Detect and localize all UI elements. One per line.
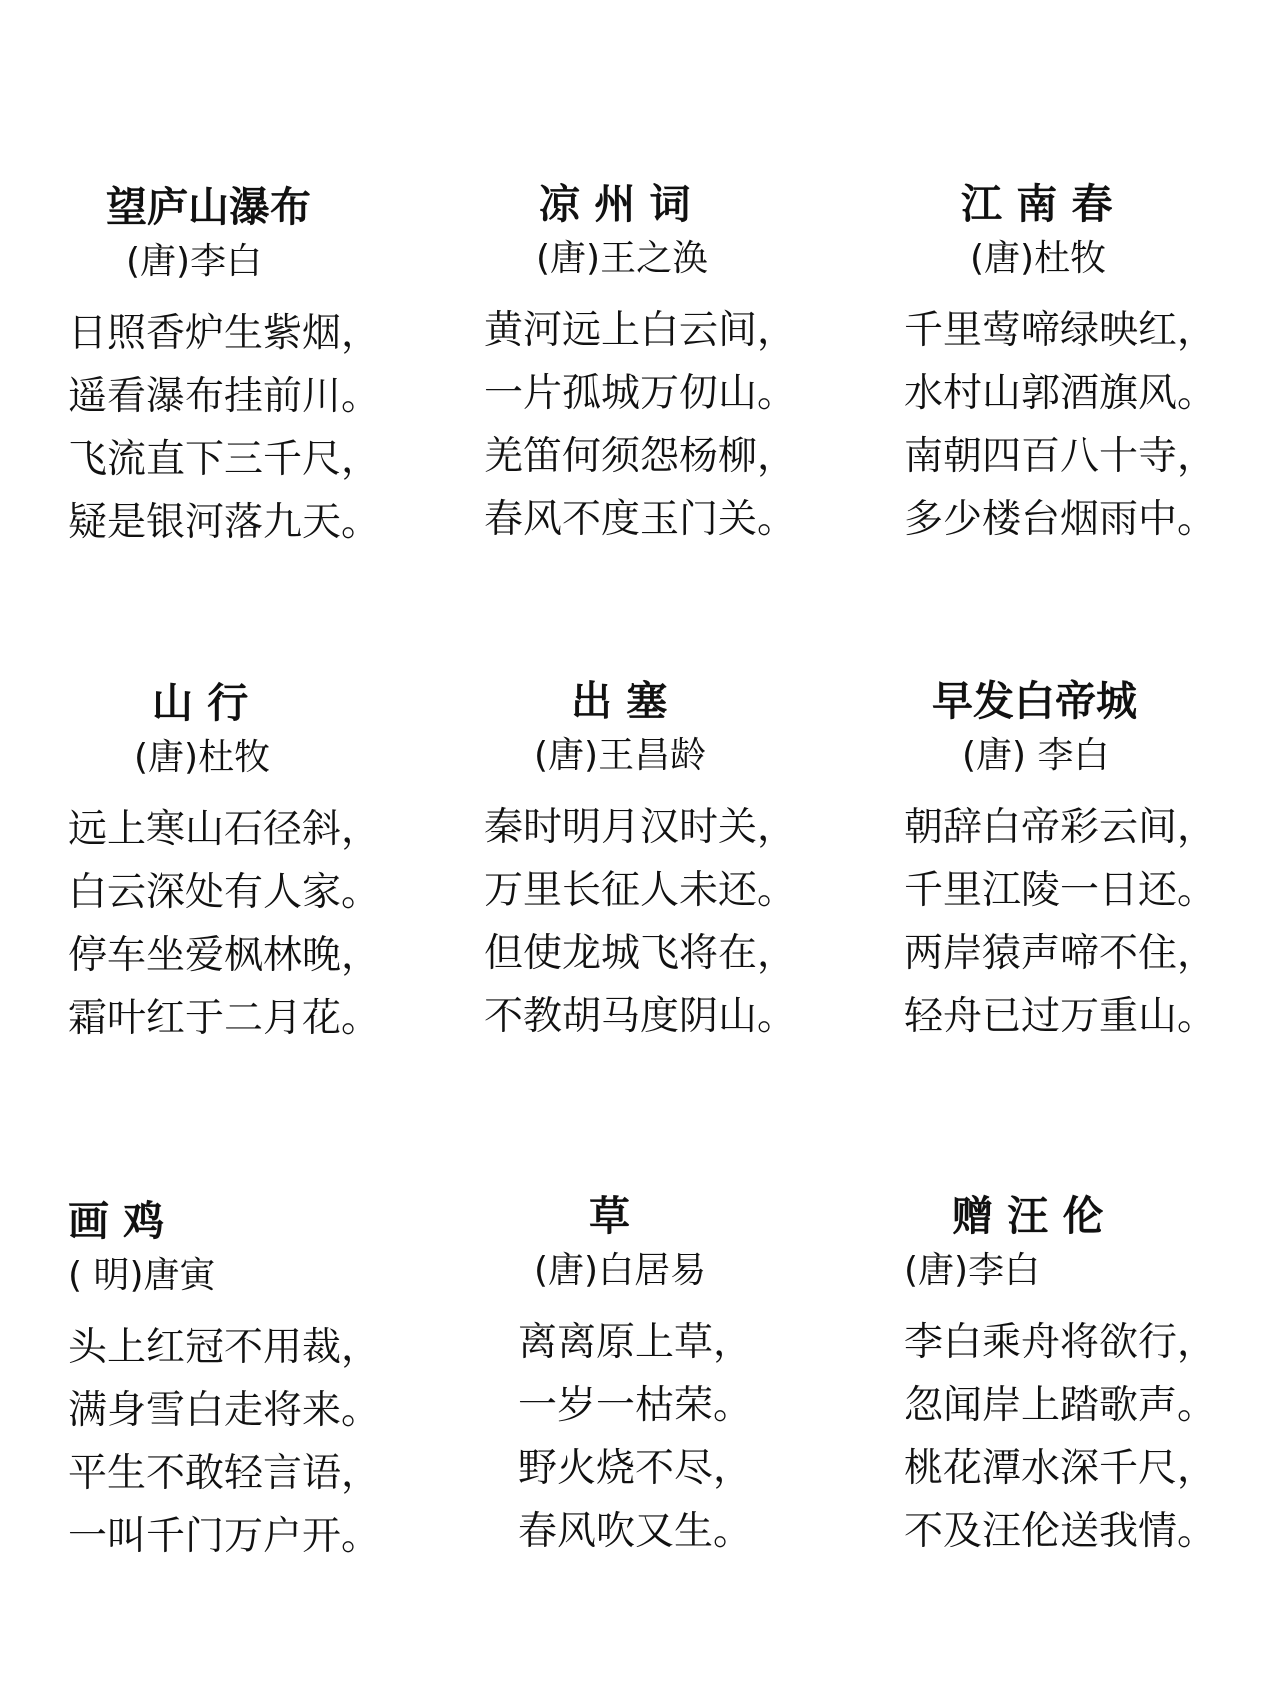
poem-author: (唐)王之涣 [536,238,709,279]
poem-line: 万里长征人未还。 [484,868,797,913]
poem-lines [68,302,380,554]
poem-line: 飞流直下三千尺， [68,437,381,482]
poem-line: 头上红冠不用裁， [68,1325,381,1370]
poem-line: 平生不敢轻言语， [68,1451,381,1496]
poem-line: 羌笛何须怨杨柳， [484,434,797,479]
poem-line: 水村山郭酒旗风。 [904,371,1217,416]
poem-author: (唐)王昌龄 [534,735,707,776]
poem-line: 疑是银河落九天。 [68,500,381,545]
poem-title: 出 塞 [571,677,668,725]
poem-line: 不及汪伦送我情。 [904,1509,1217,1554]
poem-lines [484,299,796,551]
poem-title: 凉 州 词 [539,180,691,228]
poem-title: 望庐山瀑布 [106,183,311,231]
poem-title: 早发白帝城 [932,677,1137,725]
poem-line: 野火烧不尽， [518,1446,753,1491]
poem-title: 江 南 春 [961,180,1113,228]
poem-lines [484,796,796,1048]
poem-line: 两岸猿声啼不住， [904,931,1217,976]
poem-line: 遥看瀑布挂前川。 [68,374,381,419]
poem-lines [904,796,1216,1048]
poem-line: 忽闻岸上踏歌声。 [904,1383,1217,1428]
poem-line: 轻舟已过万重山。 [904,994,1217,1039]
poem-author: (唐)李白 [126,241,263,282]
poem-line: 秦时明月汉时关， [484,805,797,850]
poem-author: (唐)杜牧 [970,238,1107,279]
poem-author: (唐)白居易 [534,1250,707,1291]
poem-author: (唐)杜牧 [134,737,271,778]
poem-line: 远上寒山石径斜， [68,807,381,852]
poem-lines [904,299,1216,551]
poem-author: ( 明)唐寅 [68,1255,216,1296]
poem-line: 一叫千门万户开。 [68,1514,381,1559]
poem-line: 春风吹又生。 [518,1509,753,1554]
poem-lines [68,1316,380,1568]
poem-title: 草 [589,1192,630,1240]
poem-line: 不教胡马度阴山。 [484,994,797,1039]
poem-line: 日照香炉生紫烟， [68,311,381,356]
poem-author: (唐) 李白 [962,735,1110,776]
poem-line: 黄河远上白云间， [484,308,797,353]
poem-line: 离离原上草， [518,1320,753,1365]
poem-line: 白云深处有人家。 [68,870,381,915]
poem-line: 多少楼台烟雨中。 [904,497,1217,542]
poem-title: 赠 汪 伦 [952,1192,1104,1240]
poem-lines [68,798,380,1050]
poem-author: (唐)李白 [904,1250,1041,1291]
poem-line: 千里江陵一日还。 [904,868,1217,913]
poem-line: 桃花潭水深千尺， [904,1446,1217,1491]
poem-line: 春风不度玉门关。 [484,497,797,542]
poem-line: 李白乘舟将欲行， [904,1320,1217,1365]
poem-title: 画 鸡 [68,1197,165,1245]
poem-line: 千里莺啼绿映红， [904,308,1217,353]
poem-line: 一岁一枯荣。 [518,1383,753,1428]
poem-lines [518,1311,752,1563]
poem-line: 停车坐爱枫林晚， [68,933,381,978]
poem-title: 山 行 [152,679,249,727]
poem-line: 一片孤城万仞山。 [484,371,797,416]
poem-line: 满身雪白走将来。 [68,1388,381,1433]
poem-line: 朝辞白帝彩云间， [904,805,1217,850]
poem-line: 霜叶红于二月花。 [68,996,381,1041]
poem-lines [904,1311,1216,1563]
poem-line: 但使龙城飞将在， [484,931,797,976]
poem-line: 南朝四百八十寺， [904,434,1217,479]
